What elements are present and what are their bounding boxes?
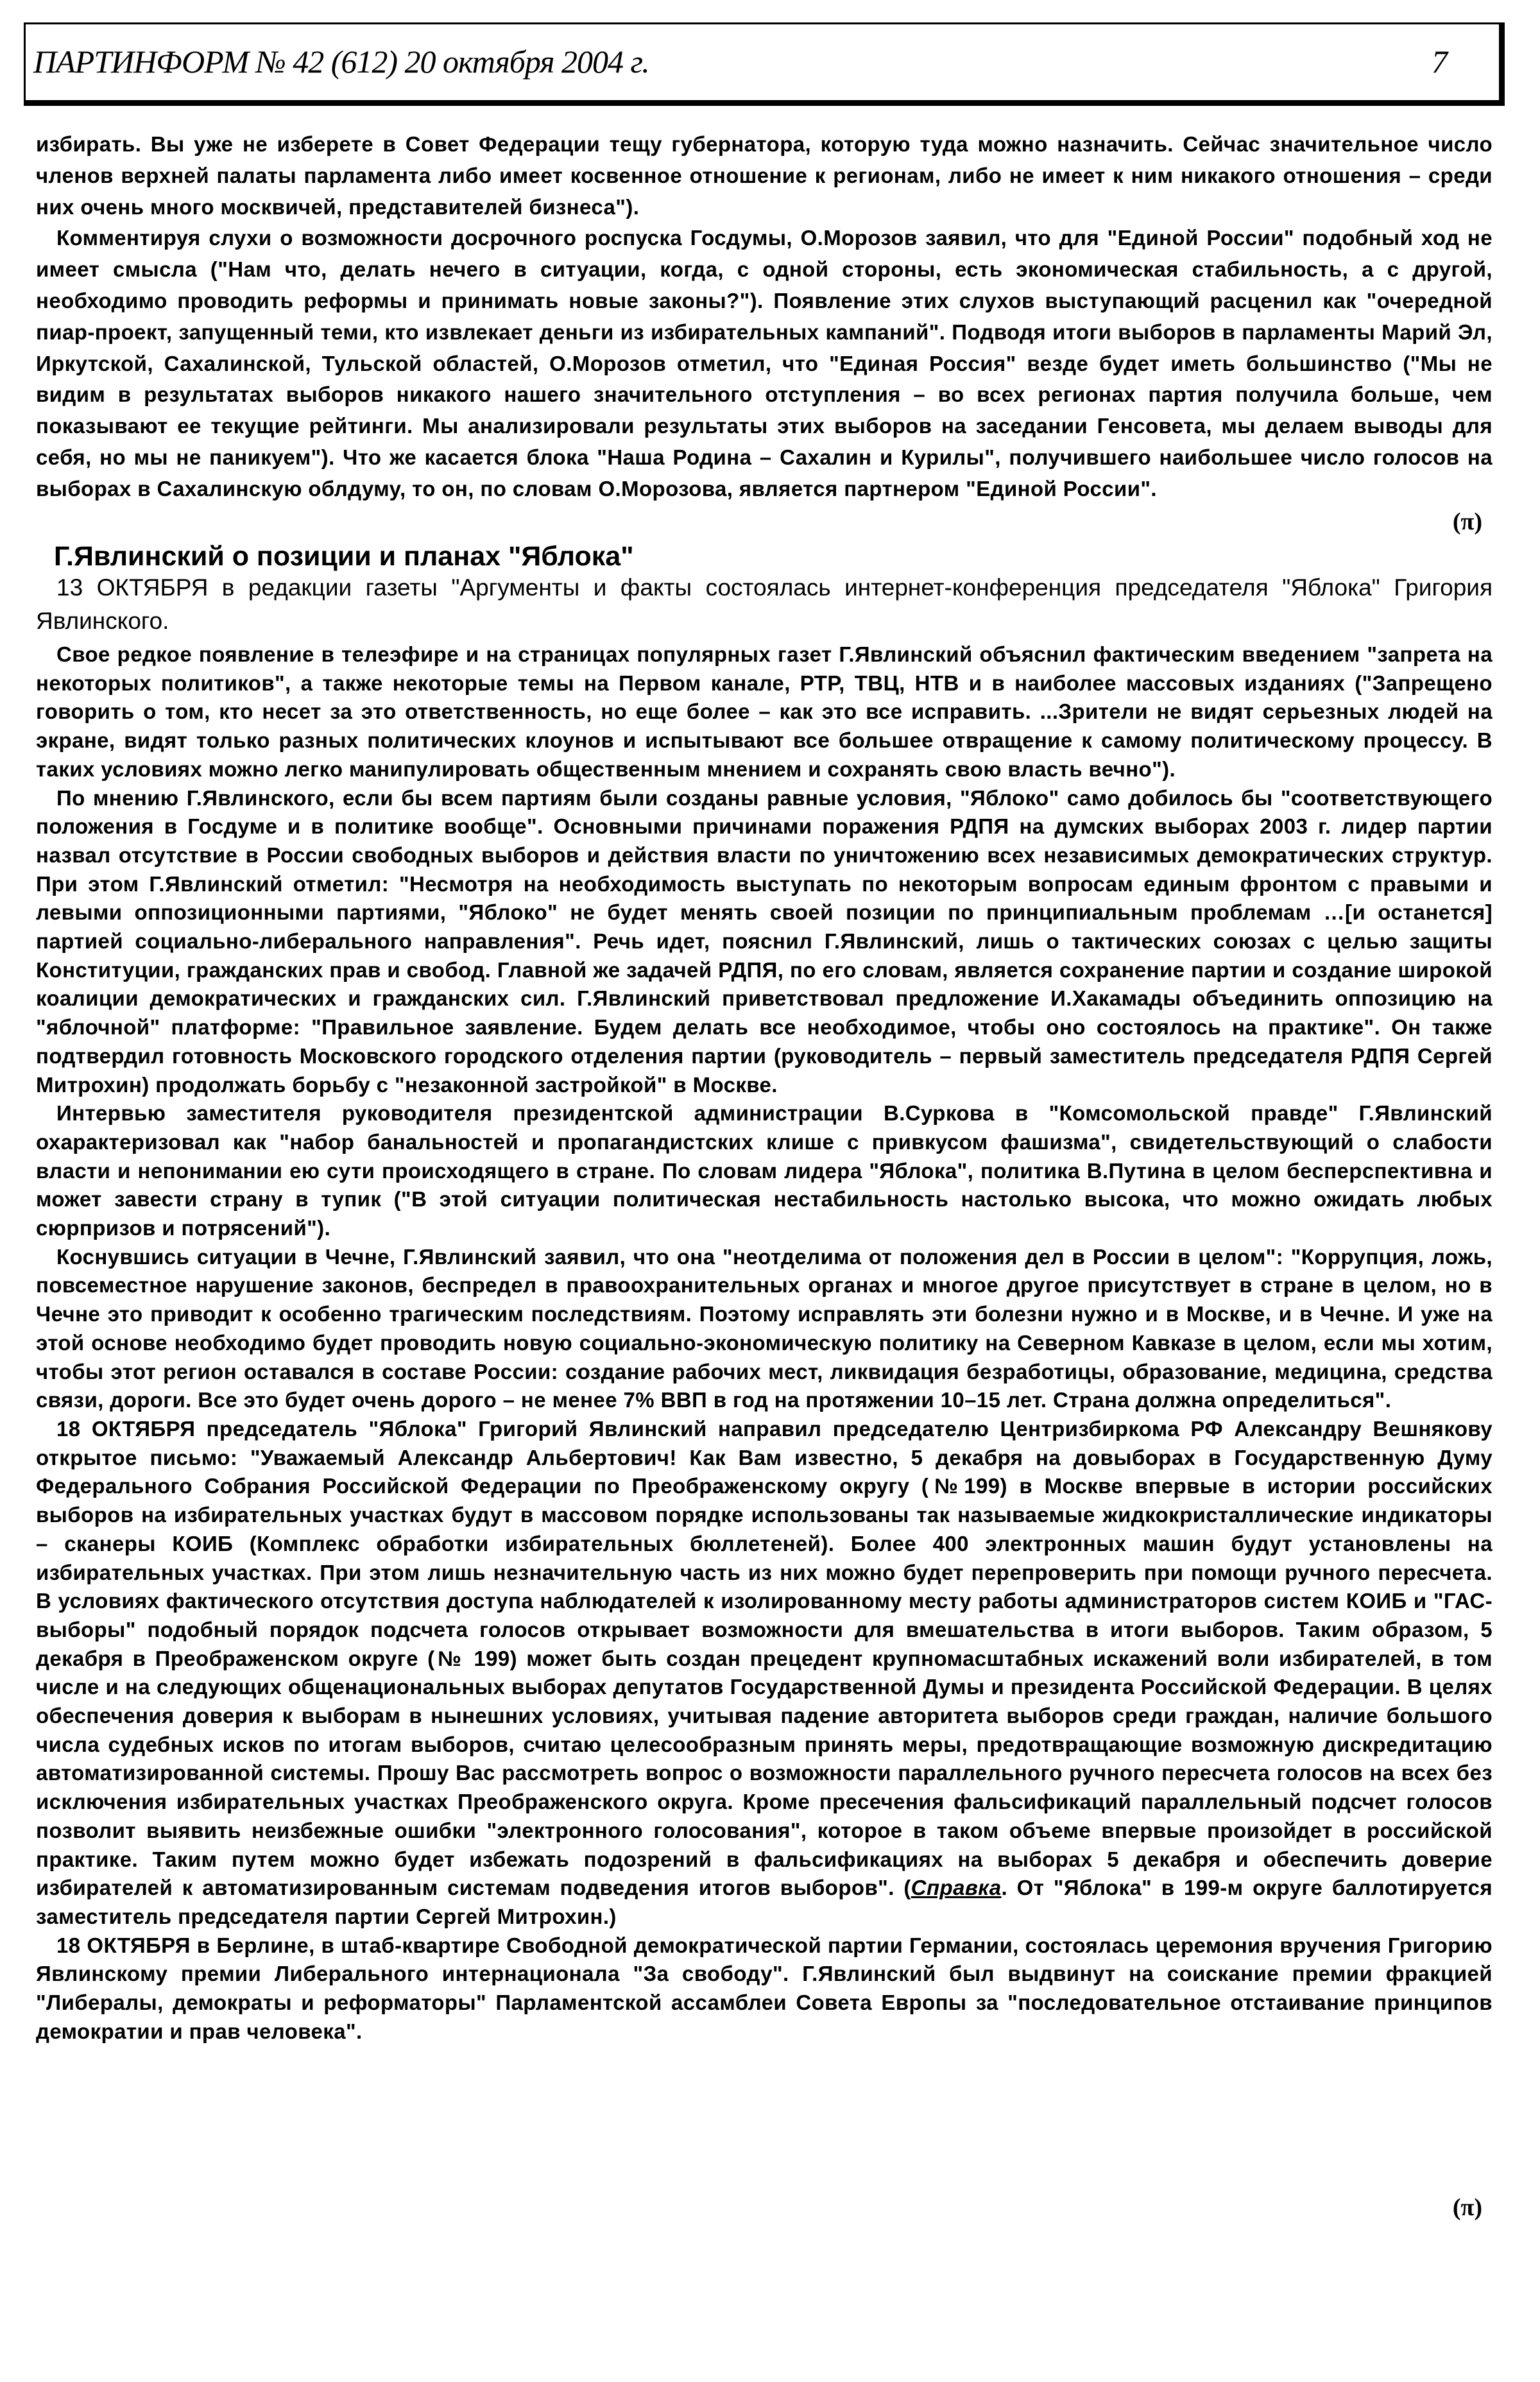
letter-text: 18 ОКТЯБРЯ председатель "Яблока" Григорий Явлинский направил председателю Центризбиркома РФ Александру Вешнякову открытое письмо: "Уважаемый Александр Альбертович! Как Вам известно, 5 декабря на довыборах в Государственную Думу Федерального Собрания Российской Федерации по Преображенскому округу (№199) в Москве впервые в истории российских выборов на избирательных участках будут в массовом порядке использованы так называемые жидкокристаллические индикаторы – сканеры КОИБ (Комплекс обработки избирательных бюллетеней). Более 400 электронных машин будут установлены на избирательных участках. При этом лишь незначительную часть из них можно будет перепроверить при помощи ручного пересчета. В условиях фактического отсутствия доступа наблюдателей к изолированному месту работы администраторов систем КОИБ и "ГАС-выборы" подобный порядок подсчета голосов открывает возможности для вмешательства в итоги выборов. Таким образом, 5 декабря в Преображенском округе (№ 199) может быть создан прецедент крупномасштабных искажений воли избирателей, в том числе и на следующих общенациональных выборах депутатов Государственной Думы и президента Российской Федерации. В целях обеспечения доверия к выборам в нынешних условиях, учитывая падение авторитета выборов среди граждан, наличие большого числа судебных исков по итогам выборов, считаю целесообразным принять меры, предотвращающие возможную дискредитацию автоматизированной системы. Прошу Вас рассмотреть вопрос о возможности параллельного ручного пересчета голосов на всех без исключения избирательных участках Преображенского округа. Кроме пресечения фальсификаций параллельный подсчет голосов позволит выявить неизбежные ошибки "электронного голосования", которое в таком объеме впервые произойдет в российской практике. Таким путем можно будет избежать подозрений в фальсификациях на выборах 5 декабря и обеспечить доверие избирателей к автоматизированным системам подведения итогов выборов". ( xyxy=(36,1416,1493,1900)
source-signature: (π) xyxy=(1452,508,1482,535)
page-header xyxy=(24,22,1505,106)
article-intro: 13 ОКТЯБРЯ в редакции газеты "Аргументы и факты состоялась интернет-конференция председателя "Яблока" Григория Явлинского. xyxy=(36,574,1493,634)
article-heading: Г.Явлинский о позиции и планах "Яблока" xyxy=(54,541,634,572)
paragraph: Коснувшись ситуации в Чечне, Г.Явлинский заявил, что она "неотделима от положения дел в России в целом": "Коррупция, ложь, повсеместное нарушение законов, беспредел в правоохранительных органах и многое другое присутствует в стране в целом, но в Чечне это приводит к особенно трагическим последствиям. Поэтому исправлять эти болезни нужно и в Москве, и в Чечне. И уже на этой основе необходимо будет проводить новую социально-экономическую политику на Северном Кавказе в целом, если мы хотим, чтобы этот регион оставался в составе России: создание рабочих мест, ликвидация безработицы, образование, медицина, средства связи, дороги. Все это будет очень дорого – не менее 7% ВВП в год на протяжении 10–15 лет. Страна должна определиться". xyxy=(36,1244,1493,1412)
paragraph-open-letter xyxy=(36,1415,1493,1932)
paragraph: избирать. Вы уже не изберете в Совет Федерации тещу губернатора, которую туда можно назначить. Сейчас значительное число членов верхней палаты парламента либо имеет косвенное отношение к регионам, либо не имеет к ним никакого отношения – среди них очень много москвичей, представителей бизнеса"). xyxy=(36,132,1493,219)
paragraph: 18 ОКТЯБРЯ в Берлине, в штаб-квартире Свободной демократической партии Германии, состоялась церемония вручения Григорию Явлинскому премии Либерального интернационала "За свободу". Г.Явлинский был выдвинут на соискание премии фракцией "Либералы, демократы и реформаторы" Парламентской ассамблеи Совета Европы за "последовательное отстаивание принципов демократии и прав человека". xyxy=(36,1933,1493,2043)
article-body xyxy=(36,640,1493,2046)
paragraph: По мнению Г.Явлинского, если бы всем партиям были созданы равные условия, "Яблоко" само добилось бы "соответствующего положения в Госдуме и в политике вообще". Основными причинами поражения РДПЯ на думских выборах 2003 г. лидер партии назвал отсутствие в России свободных выборов и действия власти по уничтожению всех независимых демократических структур. При этом Г.Явлинский отметил: "Несмотря на необходимость выступать по некоторым вопросам единым фронтом с правыми и левыми оппозиционными партиями, "Яблоко" не будет менять своей позиции по принципиальным проблемам …[и останется] партией социально-либерального направления". Речь идет, пояснил Г.Явлинский, лишь о тактических союзах с целью защиты Конституции, гражданских прав и свобод. Главной же задачей РДПЯ, по его словам, является сохранение партии и создание широкой коалиции демократических и гражданских сил. Г.Явлинский приветствовал предложение И.Хакамады объединить оппозицию на "яблочной" платформе: "Правильное заявление. Будем делать все необходимое, чтобы оно состоялось на практике". Он также подтвердил готовность Московского городского отделения партии (руководитель – первый заместитель председателя РДПЯ Сергей Митрохин) продолжать борьбу с "незаконной застройкой" в Москве. xyxy=(36,785,1493,1097)
publication-title: ПАРТИНФОРМ № 42 (612) 20 октября 2004 г. xyxy=(33,44,649,80)
paragraph: Интервью заместителя руководителя президентской администрации В.Суркова в "Комсомольской правде" Г.Явлинский охарактеризовал как "набор банальностей и пропагандистских клише с привкусом фашизма", свидетельствующий о слабости власти и непонимании ею сути происходящего в стране. По словам лидера "Яблока", политика В.Путина в целом бесперспективна и может завести страну в тупик ("В этой ситуации политическая нестабильность настолько высока, что можно ожидать любых сюрпризов и потрясений"). xyxy=(36,1101,1493,1240)
paragraph: Свое редкое появление в телеэфире и на страницах популярных газет Г.Явлинский объяснил фактическим введением "запрета на некоторых политиков", а также некоторые темы на Первом канале, РТР, ТВЦ, НТВ и в наиболее массовых изданиях ("Запрещено говорить о том, кто несет за это ответственность, но еще более – как это все исправить. ...Зрители не видят серьезных людей на экране, видят только разных политических клоунов и испытывают все большее отвращение к самому политическому процессу. В таких условиях можно легко манипулировать общественным мнением и сохранять свою власть вечно"). xyxy=(36,642,1493,781)
previous-article-continuation xyxy=(36,129,1493,505)
page-number: 7 xyxy=(1432,44,1448,80)
source-signature: (π) xyxy=(1452,2194,1482,2221)
letter-note: . От "Яблока" в 199-м округе баллотируется заместитель председателя партии Сергей Митрохин.) xyxy=(36,1876,1493,1928)
reference-label: Справка xyxy=(911,1876,1002,1900)
paragraph: Комментируя слухи о возможности досрочного роспуска Госдумы, О.Морозов заявил, что для "Единой России" подобный ход не имеет смысла ("Нам что, делать нечего в ситуации, когда, с одной стороны, есть экономическая стабильность, а с другой, необходимо проводить реформы и принимать новые законы?"). Появление этих слухов выступающий расценил как "очередной пиар-проект, запущенный теми, кто извлекает деньги из избирательных кампаний". Подводя итоги выборов в парламенты Марий Эл, Иркутской, Сахалинской, Тульской областей, О.Морозов отметил, что "Единая Россия" везде будет иметь большинство ("Мы не видим в результатах выборов никакого нашего значительного отступления – во всех регионах партия получила больше, чем показывают ее текущие рейтинги. Мы анализировали результаты этих выборов на заседании Генсовета, мы делаем выводы для себя, но мы не паникуем"). Что же касается блока "Наша Родина – Сахалин и Курилы", получившего наибольшее число голосов на выборах в Сахалинскую облдуму, то он, по словам О.Морозова, является партнером "Единой России". xyxy=(36,226,1493,501)
